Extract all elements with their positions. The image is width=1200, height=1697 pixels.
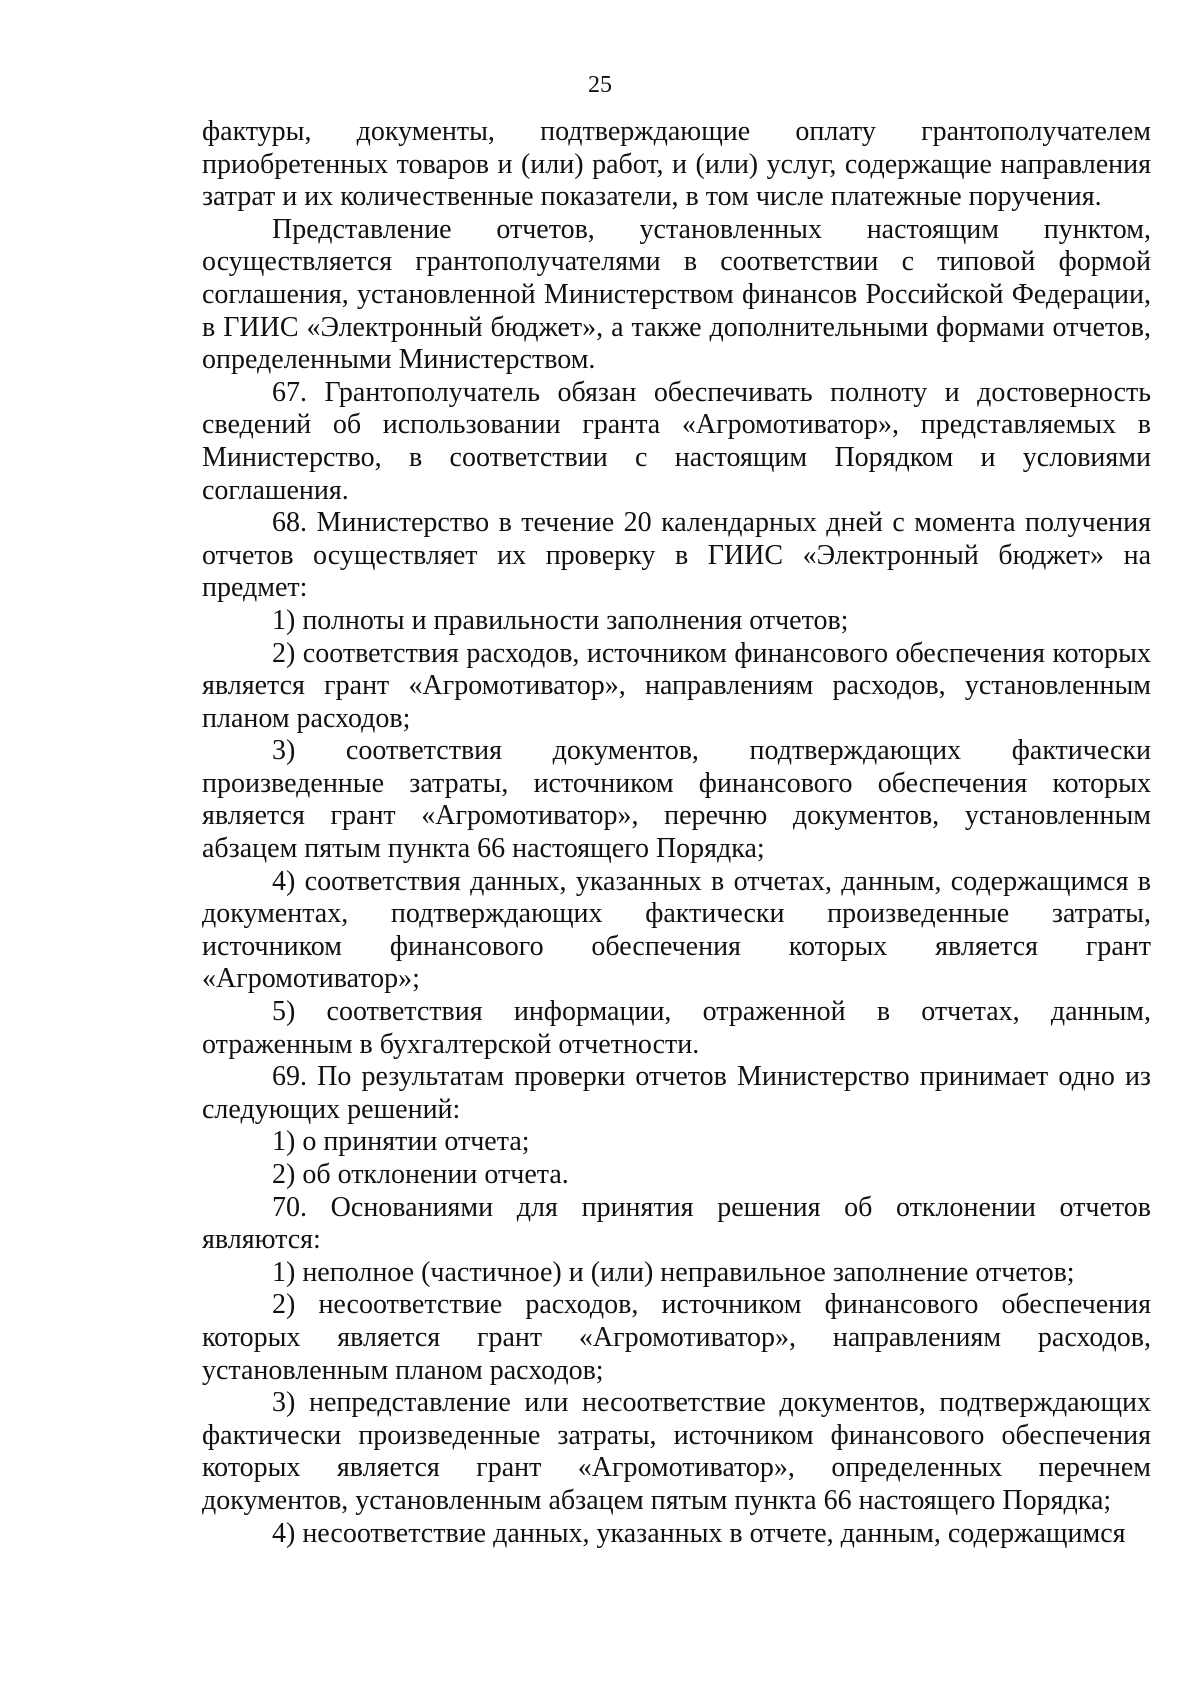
paragraph-item-68-3: 3) соответствия документов, подтверждающих фактически произведенные затраты, источником финансового обеспечения которых является грант «Агромотиватор», перечню документов, установленным абзацем пятым пункта 66 настоящего Порядка; (202, 735, 1151, 865)
paragraph-item-69: 69. По результатам проверки отчетов Министерство принимает одно из следующих решений: (202, 1061, 1151, 1125)
paragraph-item-68-5: 5) соответствия информации, отраженной в отчетах, данным, отраженным в бухгалтерской отчетности. (202, 996, 1151, 1060)
document-body (202, 116, 1151, 1550)
paragraph-item-69-1: 1) о принятии отчета; (272, 1126, 530, 1158)
paragraph-item-68: 68. Министерство в течение 20 календарных дней с момента получения отчетов осуществляет их проверку в ГИИС «Электронный бюджет» на предмет: (202, 507, 1151, 604)
paragraph-item-70: 70. Основаниями для принятия решения об отклонении отчетов являются: (202, 1191, 1151, 1256)
paragraph-item-70-1: 1) неполное (частичное) и (или) неправильное заполнение отчетов; (272, 1256, 1075, 1288)
page-number: 25 (588, 72, 612, 98)
paragraph-item-68-1: 1) полноты и правильности заполнения отчетов; (272, 604, 849, 636)
paragraph-item-68-2: 2) соответствия расходов, источником финансового обеспечения которых является грант «Агромотиватор», направлениям расходов, установленным планом расходов; (202, 637, 1151, 734)
paragraph-item-67: 67. Грантополучатель обязан обеспечивать полноту и достоверность сведений об использовании гранта «Агромотиватор», представляемых в Министерство, в соответствии с настоящим Порядком и условиями соглашения. (202, 376, 1151, 506)
paragraph-item-70-2: 2) несоответствие расходов, источником финансового обеспечения которых является грант «Агромотиватор», направлениям расходов, установленным планом расходов; (202, 1289, 1151, 1386)
paragraph-item-70-3: 3) непредставление или несоответствие документов, подтверждающих фактически произведенные затраты, источником финансового обеспечения которых является грант «Агромотиватор», определенных перечнем документов, установленным абзацем пятым пункта 66 настоящего Порядка; (202, 1387, 1151, 1516)
paragraph-reports-submission: Представление отчетов, установленных настоящим пунктом, осуществляется грантополучателями в соответствии с типовой формой соглашения, установленной Министерством финансов Российской Федерации, в ГИИС «Электронный бюджет», а также дополнительными формами отчетов, определенными Министерством. (202, 213, 1151, 376)
paragraph-item-69-2: 2) об отклонении отчета. (272, 1159, 569, 1190)
paragraph-continuation: фактуры, документы, подтверждающие оплату грантополучателем приобретенных товаров и (или) работ, и (или) услуг, содержащие направления затрат и их количественные показатели, в том числе платежные поручения. (202, 116, 1151, 213)
paragraph-item-70-4: 4) несоответствие данных, указанных в отчете, данным, содержащимся (272, 1517, 1126, 1549)
paragraph-item-68-4: 4) соответствия данных, указанных в отчетах, данным, содержащимся в документах, подтверждающих фактически произведенные затраты, источником финансового обеспечения которых является грант «Агромотиватор»; (202, 865, 1151, 995)
